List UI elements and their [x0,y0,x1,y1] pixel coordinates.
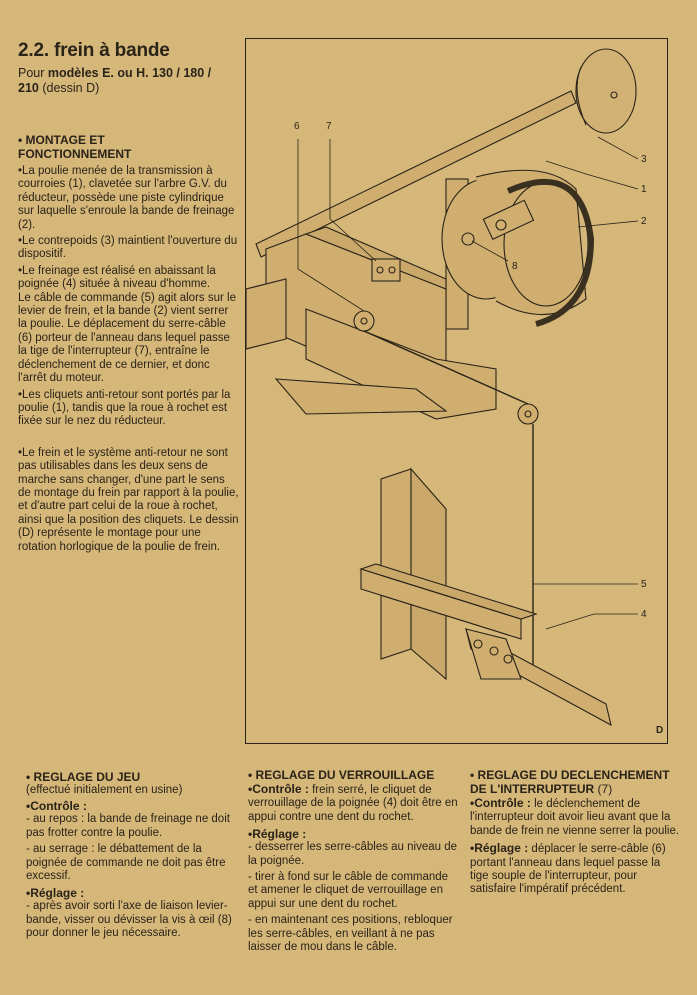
page-subtitle [18,66,233,96]
guide-pulley-upper [354,311,374,331]
page-title: 2.2. frein à bande [18,40,170,61]
declenchement-reglage-head: •Réglage : [470,841,529,856]
reglage-jeu-reglage-head: •Réglage : [26,886,85,901]
label-corner-d: D [656,725,664,736]
reglage-jeu-reglage [26,900,238,940]
montage-section [18,133,240,557]
reglage-jeu-controle-head: •Contrôle : [26,799,87,814]
reglage-verrouillage-section [248,768,458,957]
diagram-d [245,38,668,744]
verrouillage-reglage [248,841,458,954]
list-item: - au serrage : le débattement de la poignée de commande ne doit pas être excessif. [26,843,226,883]
declenchement-controle-text: le déclenchement de l'interrupteur doit avoir lieu avant que la bande de frein ne vienne serrer la poulie. [470,798,680,837]
label-3: 3 [641,154,647,165]
label-1: 1 [641,184,647,195]
montage-heading-line2: FONCTIONNEMENT [18,147,132,161]
declenchement-heading-ref: (7) [597,782,613,796]
montage-paragraph: •La poulie menée de la transmission à courroies (1), clavetée sur l'arbre G.V. du réducteur, possède une piste cylindrique sur laquelle s'enroule la bande de freinage (2). [18,165,235,231]
reglage-jeu-controle [26,813,238,883]
subtitle-prefix: Pour [18,66,45,80]
reglage-declenchement-section [470,768,680,900]
verrouillage-controle-head: •Contrôle : [248,782,309,796]
subtitle-suffix: (dessin D) [42,81,100,95]
label-6: 6 [294,121,300,132]
reglage-jeu-section [26,770,238,944]
montage-paragraph: Le câble de commande (5) agit alors sur le levier de frein, et la bande (2) vient serrer la poulie. Le déplacement du serre-câble (6) porteur de l'anneau dans lequel passe la tige de l'interrupteur (7), entraîne le déclenchement de ce dernier, et donc l'arrêt du moteur. [18,291,236,385]
verrouillage-controle-text: frein serré, le cliquet de verrouillage de la poignée (4) doit être en appui contre une dent du rochet. [248,784,458,823]
label-7: 7 [326,121,332,132]
list-item: - tirer à fond sur le câble de commande et amener le cliquet de verrouillage en appui sur une dent du rochet. [248,871,449,910]
list-item: - en maintenant ces positions, rebloquer les serre-câbles, en veillant à ne pas laisser de mou dans le câble. [248,914,453,954]
montage-heading-line1: • MONTAGE ET [18,133,105,147]
montage-body [18,165,240,554]
reglage-verrouillage-heading: • REGLAGE DU VERROUILLAGE [248,768,435,782]
list-item: - desserrer les serre-câbles au niveau de la poignée. [248,841,458,867]
montage-paragraph: •Les cliquets anti-retour sont portés par la poulie (1), tandis que la roue à rochet est fixée sur le nez du réducteur. [18,388,231,428]
montage-heading [18,133,240,161]
reglage-verrouillage-controle [248,782,458,824]
reglage-declenchement-heading [470,768,680,796]
switch-7 [372,259,400,281]
declenchement-heading-text: • REGLAGE DU DECLENCHEMENT DE L'INTERRUPTEUR [470,768,670,796]
list-item: - après avoir sorti l'axe de liaison levier-bande, visser ou dévisser la vis à œil (8) pour donner le jeu nécessaire. [26,900,232,940]
declenchement-controle [470,796,680,897]
label-4: 4 [641,609,647,620]
verrouillage-reglage-head: •Réglage : [248,827,307,842]
reglage-jeu-heading: • REGLAGE DU JEU [26,770,141,784]
declenchement-reglage-text: déplacer le serre-câble (6) portant l'anneau dans lequel passe la tige souple de l'interrupteur, pour satisfaire l'impératif précédent. [470,843,666,896]
montage-paragraph: •Le frein et le système anti-retour ne sont pas utilisables dans les deux sens de marche sans changer, d'une part le sens de montage du frein par rapport à la poulie, et d'autre part celui de la roue à rochet, ainsi que la position des cliquets. Le dessin (D) représente le montage pour une rotation horlogique de la poulie de frein. [18,446,239,553]
list-item: - au repos : la bande de freinage ne doit pas frotter contre la poulie. [26,813,230,839]
reglage-jeu-note: (effectué initialement en usine) [26,784,183,796]
guide-pulley-lower [518,404,538,424]
montage-paragraph: •Le freinage est réalisé en abaissant la poignée (4) située à niveau d'homme. [18,264,216,291]
montage-paragraph: •Le contrepoids (3) maintient l'ouverture du dispositif. [18,235,238,261]
label-8: 8 [512,261,518,272]
subtitle-models: modèles E. ou H. 130 / 180 / 210 [18,66,212,95]
lower-post [381,469,411,659]
declenchement-controle-head: •Contrôle : [470,796,531,810]
counterweight [576,49,636,133]
label-2: 2 [641,216,647,227]
label-5: 5 [641,579,647,590]
brake-diagram [246,39,669,745]
